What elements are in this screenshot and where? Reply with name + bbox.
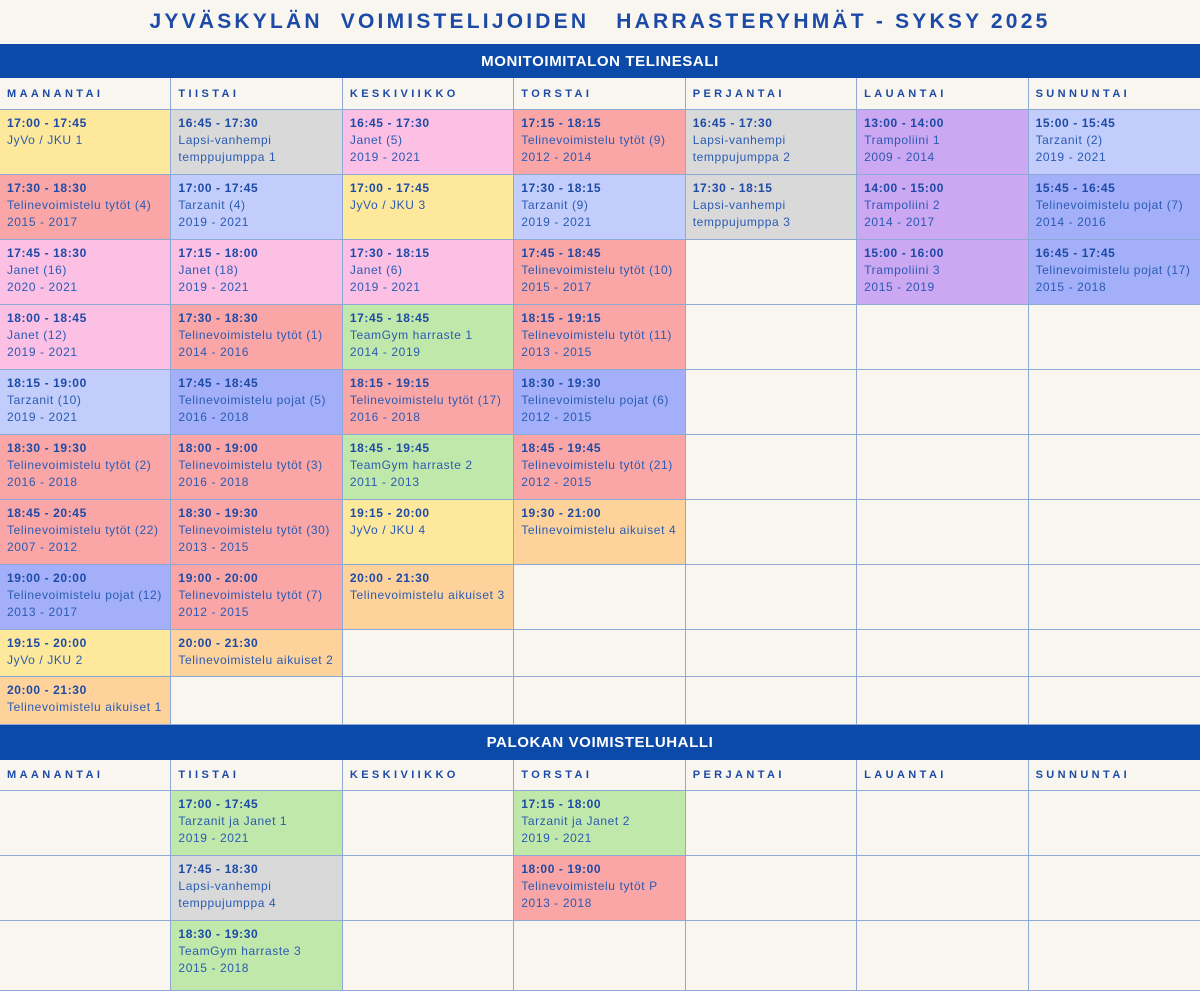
class-slot bbox=[514, 791, 685, 856]
empty-slot bbox=[1029, 791, 1200, 856]
empty-slot bbox=[514, 565, 685, 630]
empty-slot bbox=[686, 500, 857, 565]
class-slot bbox=[343, 240, 514, 305]
slot-time: 15:00 - 15:45 bbox=[1035, 116, 1116, 130]
class-slot bbox=[1029, 110, 1200, 175]
slot-group-name: Lapsi-vanhempi bbox=[692, 198, 786, 212]
slot-time: 20:00 - 21:30 bbox=[178, 636, 259, 650]
section-heading-palokka: PALOKAN VOIMISTELUHALLI bbox=[0, 725, 1200, 760]
slot-time: 17:15 - 18:15 bbox=[521, 116, 602, 130]
class-slot bbox=[171, 921, 342, 991]
class-slot bbox=[0, 370, 171, 435]
slot-time: 18:30 - 19:30 bbox=[521, 376, 602, 390]
page-title: JYVÄSKYLÄN VOIMISTELIJOIDEN HARRASTERYHMÄT - SYKSY 2025 bbox=[149, 10, 1051, 33]
empty-slot bbox=[686, 565, 857, 630]
day-header: TORSTAI bbox=[514, 760, 685, 790]
slot-group-name: Tarzanit (9) bbox=[521, 198, 589, 212]
empty-slot bbox=[514, 677, 685, 725]
slot-group-name: Telinevoimistelu pojat (12) bbox=[7, 588, 162, 602]
empty-slot bbox=[857, 500, 1028, 565]
empty-slot bbox=[1029, 856, 1200, 921]
slot-subline: temppujumppa 1 bbox=[178, 150, 277, 164]
slot-time: 18:30 - 19:30 bbox=[178, 927, 259, 941]
slot-subline: 2016 - 2018 bbox=[7, 475, 78, 489]
slot-subline: 2019 - 2021 bbox=[178, 215, 250, 229]
slot-time: 17:00 - 17:45 bbox=[178, 797, 259, 811]
class-slot bbox=[171, 565, 342, 630]
slot-subline: 2014 - 2016 bbox=[178, 345, 250, 359]
slot-subline: temppujumppa 3 bbox=[692, 215, 791, 229]
class-slot bbox=[171, 240, 342, 305]
slot-group-name: Telinevoimistelu aikuiset 2 bbox=[178, 653, 334, 667]
day-header: KESKIVIIKKO bbox=[343, 760, 514, 790]
empty-slot bbox=[857, 370, 1028, 435]
empty-slot bbox=[686, 677, 857, 725]
slot-subline: 2013 - 2015 bbox=[178, 540, 250, 554]
class-slot bbox=[343, 110, 514, 175]
slot-group-name: Telinevoimistelu tytöt (10) bbox=[521, 263, 673, 277]
class-slot bbox=[343, 305, 514, 370]
slot-group-name: Janet (16) bbox=[7, 263, 68, 277]
slot-time: 18:30 - 19:30 bbox=[7, 441, 87, 455]
class-slot bbox=[0, 677, 171, 725]
slot-time: 17:30 - 18:15 bbox=[521, 181, 602, 195]
slot-group-name: Trampoliini 1 bbox=[864, 133, 941, 147]
slot-subline: 2009 - 2014 bbox=[864, 150, 935, 164]
empty-slot bbox=[343, 856, 514, 921]
slot-time: 18:00 - 19:00 bbox=[521, 862, 602, 876]
slot-group-name: Telinevoimistelu pojat (6) bbox=[521, 393, 669, 407]
empty-slot bbox=[686, 921, 857, 991]
class-slot bbox=[857, 110, 1028, 175]
slot-subline: 2012 - 2015 bbox=[521, 475, 592, 489]
empty-slot bbox=[857, 630, 1028, 677]
day-header: MAANANTAI bbox=[0, 78, 171, 109]
slot-group-name: JyVo / JKU 4 bbox=[349, 523, 426, 537]
slot-time: 20:00 - 21:30 bbox=[7, 683, 87, 697]
class-slot bbox=[686, 110, 857, 175]
empty-slot bbox=[857, 435, 1028, 500]
slot-time: 17:00 - 17:45 bbox=[7, 116, 87, 130]
slot-group-name: Telinevoimistelu tytöt (2) bbox=[7, 458, 152, 472]
slot-group-name: Tarzanit (4) bbox=[178, 198, 246, 212]
section-heading-monitoimitalo: MONITOIMITALON TELINESALI bbox=[0, 44, 1200, 78]
class-slot bbox=[0, 305, 171, 370]
slot-group-name: Telinevoimistelu pojat (5) bbox=[178, 393, 327, 407]
empty-slot bbox=[857, 856, 1028, 921]
class-slot bbox=[686, 175, 857, 240]
slot-group-name: Telinevoimistelu aikuiset 3 bbox=[349, 588, 505, 602]
slot-subline: 2016 - 2018 bbox=[178, 410, 250, 424]
slot-group-name: Telinevoimistelu tytöt (22) bbox=[7, 523, 159, 537]
empty-slot bbox=[0, 791, 171, 856]
day-header: PERJANTAI bbox=[686, 78, 857, 109]
slot-group-name: Janet (5) bbox=[349, 133, 403, 147]
slot-time: 18:15 - 19:15 bbox=[521, 311, 602, 325]
slot-subline: 2013 - 2015 bbox=[521, 345, 592, 359]
class-slot bbox=[0, 630, 171, 677]
slot-group-name: Telinevoimistelu tytöt (21) bbox=[521, 458, 673, 472]
slot-group-name: Lapsi-vanhempi bbox=[178, 879, 272, 893]
slot-subline: 2012 - 2015 bbox=[178, 605, 250, 619]
empty-slot bbox=[1029, 630, 1200, 677]
class-slot bbox=[171, 305, 342, 370]
slot-time: 20:00 - 21:30 bbox=[349, 571, 430, 585]
slot-time: 17:45 - 18:45 bbox=[178, 376, 259, 390]
slot-time: 17:30 - 18:15 bbox=[692, 181, 773, 195]
empty-slot bbox=[514, 630, 685, 677]
empty-slot bbox=[857, 565, 1028, 630]
empty-slot bbox=[1029, 370, 1200, 435]
class-slot bbox=[343, 370, 514, 435]
slot-group-name: Telinevoimistelu tytöt (30) bbox=[178, 523, 331, 537]
class-slot bbox=[171, 500, 342, 565]
empty-slot bbox=[686, 240, 857, 305]
slot-subline: 2016 - 2018 bbox=[178, 475, 250, 489]
slot-time: 13:00 - 14:00 bbox=[864, 116, 944, 130]
slot-subline: 2019 - 2021 bbox=[178, 831, 250, 845]
slot-subline: 2019 - 2021 bbox=[521, 831, 592, 845]
slot-subline: 2013 - 2017 bbox=[7, 605, 78, 619]
slot-group-name: TeamGym harraste 1 bbox=[349, 328, 473, 342]
slot-group-name: Telinevoimistelu tytöt P bbox=[521, 879, 658, 893]
class-slot bbox=[171, 110, 342, 175]
slot-subline: temppujumppa 4 bbox=[178, 896, 277, 910]
slot-time: 16:45 - 17:30 bbox=[178, 116, 259, 130]
slot-subline: 2012 - 2015 bbox=[521, 410, 592, 424]
class-slot bbox=[171, 791, 342, 856]
slot-subline: 2011 - 2013 bbox=[349, 475, 420, 489]
empty-slot bbox=[857, 677, 1028, 725]
slot-subline: 2012 - 2014 bbox=[521, 150, 592, 164]
slot-time: 18:45 - 20:45 bbox=[7, 506, 87, 520]
slot-time: 17:30 - 18:15 bbox=[349, 246, 430, 260]
slot-subline: 2019 - 2021 bbox=[349, 150, 421, 164]
day-header: PERJANTAI bbox=[686, 760, 857, 790]
slot-subline: 2016 - 2018 bbox=[349, 410, 421, 424]
empty-slot bbox=[1029, 677, 1200, 725]
slot-time: 18:15 - 19:15 bbox=[349, 376, 430, 390]
slot-time: 18:30 - 19:30 bbox=[178, 506, 259, 520]
class-slot bbox=[343, 175, 514, 240]
class-slot bbox=[514, 370, 685, 435]
class-slot bbox=[514, 500, 685, 565]
empty-slot bbox=[514, 921, 685, 991]
slot-group-name: Lapsi-vanhempi bbox=[178, 133, 272, 147]
slot-group-name: JyVo / JKU 1 bbox=[7, 133, 83, 147]
slot-time: 17:45 - 18:45 bbox=[521, 246, 602, 260]
slot-group-name: Tarzanit (2) bbox=[1035, 133, 1103, 147]
day-header: TORSTAI bbox=[514, 78, 685, 109]
class-slot bbox=[0, 435, 171, 500]
slot-group-name: TeamGym harraste 2 bbox=[349, 458, 473, 472]
day-header: SUNNUNTAI bbox=[1035, 769, 1131, 781]
slot-time: 17:15 - 18:00 bbox=[521, 797, 602, 811]
empty-slot bbox=[0, 921, 171, 991]
day-header: SUNNUNTAI bbox=[1035, 87, 1131, 100]
slot-subline: temppujumppa 2 bbox=[692, 150, 791, 164]
slot-group-name: TeamGym harraste 3 bbox=[178, 944, 302, 958]
slot-time: 17:00 - 17:45 bbox=[178, 181, 259, 195]
empty-slot bbox=[857, 921, 1028, 991]
slot-group-name: Telinevoimistelu aikuiset 4 bbox=[521, 523, 677, 537]
slot-time: 17:45 - 18:30 bbox=[178, 862, 259, 876]
empty-slot bbox=[343, 791, 514, 856]
slot-group-name: Telinevoimistelu tytöt (9) bbox=[521, 133, 666, 147]
slot-group-name: Janet (18) bbox=[178, 263, 239, 277]
slot-group-name: Telinevoimistelu tytöt (1) bbox=[178, 328, 323, 342]
empty-slot bbox=[343, 677, 514, 725]
slot-time: 19:00 - 20:00 bbox=[178, 571, 259, 585]
slot-group-name: Lapsi-vanhempi bbox=[692, 133, 786, 147]
empty-slot bbox=[686, 305, 857, 370]
day-header: LAUANTAI bbox=[857, 760, 1028, 790]
slot-subline: 2014 - 2016 bbox=[1035, 215, 1107, 229]
class-slot bbox=[343, 435, 514, 500]
class-slot bbox=[343, 500, 514, 565]
slot-time: 16:45 - 17:45 bbox=[1035, 246, 1116, 260]
day-header: KESKIVIIKKO bbox=[343, 78, 514, 109]
slot-time: 18:45 - 19:45 bbox=[521, 441, 602, 455]
day-header: MAANANTAI bbox=[0, 760, 171, 790]
slot-subline: 2007 - 2012 bbox=[7, 540, 78, 554]
day-header: TIISTAI bbox=[171, 78, 342, 109]
slot-subline: 2019 - 2021 bbox=[1035, 150, 1107, 164]
empty-slot bbox=[343, 630, 514, 677]
slot-time: 15:00 - 16:00 bbox=[864, 246, 944, 260]
schedule-grid-palokka bbox=[0, 791, 1200, 991]
slot-time: 18:00 - 18:45 bbox=[7, 311, 87, 325]
slot-group-name: Telinevoimistelu tytöt (17) bbox=[349, 393, 502, 407]
slot-group-name: Telinevoimistelu tytöt (11) bbox=[521, 328, 672, 342]
day-header-row-2 bbox=[0, 760, 1200, 791]
slot-time: 17:45 - 18:30 bbox=[7, 246, 87, 260]
class-slot bbox=[514, 110, 685, 175]
slot-time: 18:15 - 19:00 bbox=[7, 376, 87, 390]
class-slot bbox=[171, 435, 342, 500]
slot-group-name: Telinevoimistelu pojat (7) bbox=[1035, 198, 1184, 212]
slot-group-name: Telinevoimistelu pojat (17) bbox=[1035, 263, 1191, 277]
slot-time: 15:45 - 16:45 bbox=[1035, 181, 1116, 195]
empty-slot bbox=[1029, 565, 1200, 630]
slot-subline: 2015 - 2018 bbox=[178, 961, 250, 975]
empty-slot bbox=[343, 921, 514, 991]
empty-slot bbox=[1029, 500, 1200, 565]
slot-time: 17:00 - 17:45 bbox=[349, 181, 430, 195]
slot-subline: 2013 - 2018 bbox=[521, 896, 592, 910]
slot-time: 18:00 - 19:00 bbox=[178, 441, 259, 455]
slot-subline: 2019 - 2021 bbox=[178, 280, 250, 294]
slot-time: 19:15 - 20:00 bbox=[7, 636, 87, 650]
slot-time: 17:45 - 18:45 bbox=[349, 311, 430, 325]
slot-group-name: Janet (6) bbox=[349, 263, 403, 277]
slot-subline: 2015 - 2017 bbox=[521, 280, 592, 294]
day-header-row-1 bbox=[0, 78, 1200, 110]
slot-subline: 2019 - 2021 bbox=[7, 345, 78, 359]
class-slot bbox=[1029, 240, 1200, 305]
slot-time: 18:45 - 19:45 bbox=[349, 441, 430, 455]
empty-slot bbox=[686, 370, 857, 435]
slot-time: 19:30 - 21:00 bbox=[521, 506, 602, 520]
slot-subline: 2014 - 2019 bbox=[349, 345, 421, 359]
slot-group-name: JyVo / JKU 2 bbox=[7, 653, 83, 667]
slot-group-name: Tarzanit (10) bbox=[7, 393, 82, 407]
slot-subline: 2015 - 2018 bbox=[1035, 280, 1107, 294]
slot-time: 17:30 - 18:30 bbox=[7, 181, 87, 195]
empty-slot bbox=[1029, 921, 1200, 991]
slot-subline: 2020 - 2021 bbox=[7, 280, 78, 294]
class-slot bbox=[857, 175, 1028, 240]
class-slot bbox=[0, 240, 171, 305]
slot-group-name: JyVo / JKU 3 bbox=[349, 198, 426, 212]
slot-group-name: Janet (12) bbox=[7, 328, 68, 342]
slot-time: 17:15 - 18:00 bbox=[178, 246, 259, 260]
slot-group-name: Telinevoimistelu tytöt (4) bbox=[7, 198, 152, 212]
slot-group-name: Tarzanit ja Janet 1 bbox=[178, 814, 288, 828]
class-slot bbox=[514, 856, 685, 921]
empty-slot bbox=[686, 856, 857, 921]
empty-slot bbox=[857, 305, 1028, 370]
empty-slot bbox=[686, 435, 857, 500]
class-slot bbox=[171, 630, 342, 677]
empty-slot bbox=[686, 630, 857, 677]
class-slot bbox=[171, 370, 342, 435]
class-slot bbox=[514, 175, 685, 240]
class-slot bbox=[0, 500, 171, 565]
slot-time: 14:00 - 15:00 bbox=[864, 181, 944, 195]
slot-subline: 2019 - 2021 bbox=[521, 215, 592, 229]
empty-slot bbox=[857, 791, 1028, 856]
empty-slot bbox=[0, 856, 171, 921]
class-slot bbox=[514, 240, 685, 305]
slot-time: 19:00 - 20:00 bbox=[7, 571, 87, 585]
class-slot bbox=[171, 175, 342, 240]
slot-group-name: Trampoliini 3 bbox=[864, 263, 941, 277]
slot-subline: 2015 - 2017 bbox=[7, 215, 78, 229]
slot-group-name: Telinevoimistelu tytöt (3) bbox=[178, 458, 323, 472]
class-slot bbox=[514, 435, 685, 500]
slot-group-name: Trampoliini 2 bbox=[864, 198, 941, 212]
class-slot bbox=[514, 305, 685, 370]
slot-subline: 2019 - 2021 bbox=[7, 410, 78, 424]
class-slot bbox=[343, 565, 514, 630]
slot-subline: 2015 - 2019 bbox=[864, 280, 935, 294]
class-slot bbox=[1029, 175, 1200, 240]
class-slot bbox=[857, 240, 1028, 305]
empty-slot bbox=[686, 791, 857, 856]
class-slot bbox=[0, 175, 171, 240]
slot-group-name: Telinevoimistelu aikuiset 1 bbox=[7, 700, 162, 714]
slot-time: 19:15 - 20:00 bbox=[349, 506, 430, 520]
class-slot bbox=[0, 110, 171, 175]
slot-subline: 2019 - 2021 bbox=[349, 280, 421, 294]
slot-time: 16:45 - 17:30 bbox=[692, 116, 773, 130]
slot-group-name: Tarzanit ja Janet 2 bbox=[521, 814, 631, 828]
slot-time: 16:45 - 17:30 bbox=[349, 116, 430, 130]
slot-time: 17:30 - 18:30 bbox=[178, 311, 259, 325]
slot-subline: 2014 - 2017 bbox=[864, 215, 935, 229]
schedule-grid-monitoimitalo bbox=[0, 110, 1200, 725]
empty-slot bbox=[1029, 305, 1200, 370]
day-header: LAUANTAI bbox=[857, 78, 1028, 109]
day-header: TIISTAI bbox=[171, 760, 342, 790]
empty-slot bbox=[1029, 435, 1200, 500]
class-slot bbox=[171, 856, 342, 921]
slot-group-name: Telinevoimistelu tytöt (7) bbox=[178, 588, 323, 602]
empty-slot bbox=[171, 677, 342, 725]
class-slot bbox=[0, 565, 171, 630]
